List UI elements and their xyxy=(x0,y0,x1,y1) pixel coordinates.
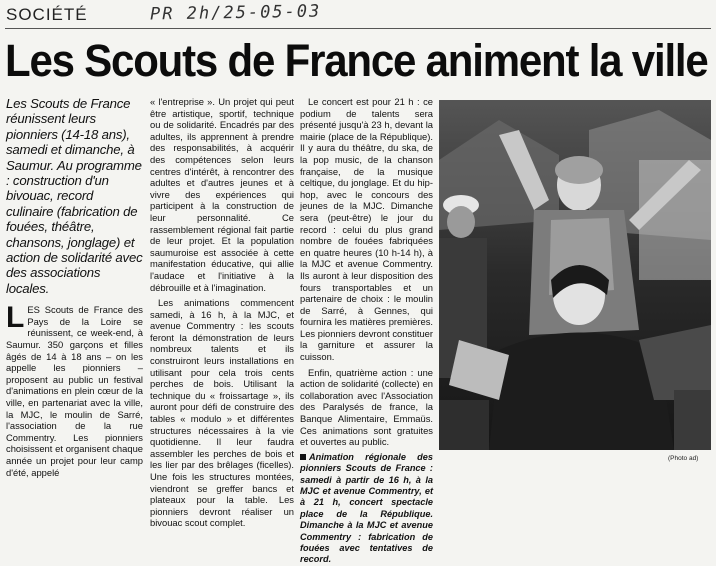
column-3 xyxy=(300,96,433,566)
column-1 xyxy=(6,96,143,482)
body-paragraph: Le concert est pour 21 h : ce podium de talents sera présenté jusqu'à 23 h, devant la mairie (place de la République). Il y aura du théâtre, du ska, de la pop music, de la chanson française, de la musique celtique, du jonglage. Et du hip-hop, avec le concours des jeunes de la MJC. Dimanche sera (peut-être) le jour du record : celui du plus grand nombre de fouées fabriquées en quatre heures (10 h-14 h), à la MJC et avenue Commentry. Ils auront à leur disposition des fours transportables et un partenaire de choix : le moulin de Sarré, à Gennes, qui fournira les matières premières. Les pionniers devront constituer la garniture et assurer la cuisson. xyxy=(300,96,433,363)
body-paragraph xyxy=(6,301,143,478)
body-text: ES Scouts de France des Pays de la Loire se réunissent, ce week-end, à Saumur. 350 garçons et filles âgés de 14 à 18 ans – on les appelle les pionniers – proposent au public un festival d'animations en plein cœur de la ville, en partenariat avec la ville, la MJC, le moulin de Sarré, l'association de la rue Commentry. Les pionniers choisissent et organisent chaque année un projet pour leur camp d'été, appelé xyxy=(6,304,143,478)
drop-cap: L xyxy=(6,301,25,335)
section-label: SOCIÉTÉ xyxy=(6,5,88,24)
handwritten-note: PR 2h/25-05-03 xyxy=(149,1,322,25)
bullet-square-icon xyxy=(300,454,306,460)
header-rule xyxy=(5,28,711,29)
photo-credit: (Photo ad) xyxy=(668,455,699,462)
headline: Les Scouts de France animent la ville xyxy=(5,34,708,86)
body-paragraph: « l'entreprise ». Un projet qui peut être artistique, sportif, technique ou de solidarité. Encadrés par des adultes, ils apprennent à prendre des responsabilités, à acquérir des compétences selon leurs centres d'intérêt, à rencontrer des adultes et d'autres jeunes et à vivre des expériences qui participent à la construction de leur personnalité. Ce rassemblement régional fait partie de leur projet. Et la population saumuroise est associée à cette manifestation éducative, qui allie l'audace et l'initiative à la débrouille et à l'imagination. xyxy=(150,96,294,293)
body-paragraph: Les animations commencent samedi, à 16 h, à la MJC, et avenue Commentry : les scouts feront la démonstration de leurs nombreux talents et ils construiront leurs installations en utilisant pour cela trois cents perches de bois. Utilisant la technique du « froissartage », ils auront pour défi de construire des tables « modulo » et différentes structures nécessaires à la vie quotidienne. Il leur faudra assembler les perches de bois et les lier par des brêlages (ficelles). Une fois les structures montées, viendront se greffer bancs et plateaux pour la table. Les pionniers devront réaliser un bivouac scout complet. xyxy=(150,297,294,529)
column-2 xyxy=(150,96,294,533)
info-box xyxy=(300,452,433,566)
photo xyxy=(439,100,711,450)
info-box-text: Animation régionale des pionniers Scouts de France : samedi à partir de 16 h, à la MJC et avenue Commentry, et à 21 h, concert spectacle place de la République. Dimanche à la MJC et avenue Commentry : fabrication de fouées avec tentatives de record. xyxy=(300,451,433,565)
body-paragraph: Enfin, quatrième action : une action de solidarité (collecte) en collaboration avec l'Association des Paralysés de france, la Banque Alimentaire, Emmaüs. Ces animations sont gratuites et ouvertes au public. xyxy=(300,366,433,448)
lead-paragraph: Les Scouts de France réunissent leurs pionniers (14-18 ans), samedi et dimanche, à Saumur. Au programme : construction d'un bivouac, record culinaire (fabrication de fouées, théâtre, chansons, jonglage) et action de solidarité avec des associations locales. xyxy=(6,96,143,296)
scouts-photo-illustration xyxy=(439,100,711,450)
